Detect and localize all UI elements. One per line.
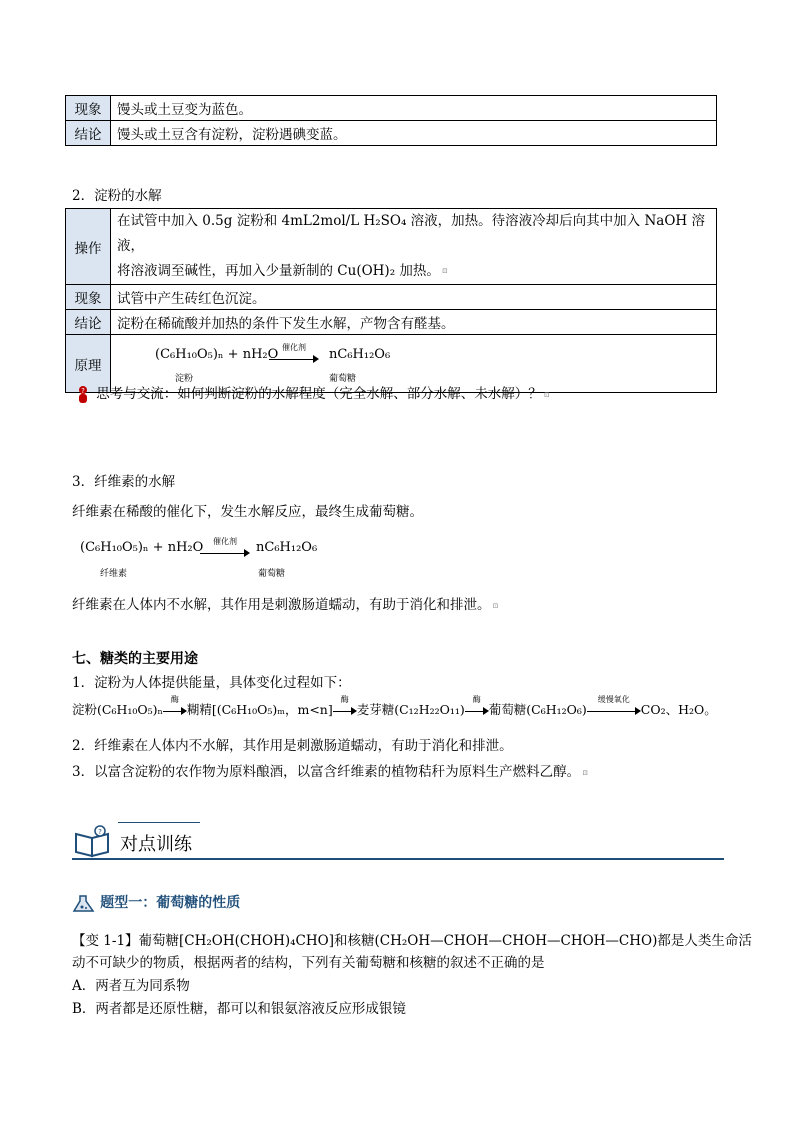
equation-right: nC₆H₁₂O₆ bbox=[256, 540, 318, 555]
reaction-arrow: 催化剂 bbox=[269, 351, 319, 367]
think-discuss: ? 思考与交流：如何判断淀粉的水解程度（完全水解、部分水解、未水解）？ ⊡ bbox=[74, 382, 550, 405]
equation-left: (C₆H₁₀O₅)ₙ + nH₂O bbox=[155, 346, 279, 362]
flask-icon bbox=[72, 894, 96, 914]
option-a: A．两者互为同系物 bbox=[72, 978, 190, 994]
equation-left-name: 纤维素 bbox=[100, 569, 128, 579]
cellulose-equation bbox=[80, 530, 380, 582]
operation-line: 在试管中加入 0.5g 淀粉和 4mL2mol/L H₂SO₄ 溶液，加热。待溶液冷却后向其中加入 NaOH 溶液， bbox=[117, 213, 705, 254]
equation-right-name: 葡萄糖 bbox=[258, 569, 286, 579]
paragraph: 纤维素在人体内不水解，其作用是刺激肠道蠕动，有助于消化和排泄。 ⊡ bbox=[72, 597, 499, 613]
equation-left: (C₆H₁₀O₅)ₙ + nH₂O bbox=[80, 540, 204, 555]
table-row bbox=[66, 96, 717, 121]
equation-right-name: 葡萄糖 bbox=[329, 373, 357, 384]
row-value: 试管中产生砖红色沉淀。 bbox=[111, 285, 717, 310]
option-b: B．两者都是还原性糖，都可以和银氨溶液反应形成银镜 bbox=[72, 1001, 406, 1017]
row-value: 馒头或土豆含有淀粉，淀粉遇碘变蓝。 bbox=[111, 121, 717, 146]
operation-line: 将溶液调至碱性，再加入少量新制的 Cu(OH)₂ 加热。 ⊡ bbox=[117, 263, 448, 279]
conversion-chain: 淀粉(C₆H₁₀O₅)ₙ 酶 糊精[(C₆H₁₀O₅)ₘ，m<n] 酶 麦芽糖(C₁₂H₂₂O₁₁) 酶 葡萄糖(C₆H₁₂O₆) 缓慢氧化 CO₂、H₂O。 bbox=[72, 694, 717, 717]
list-item: 1．淀粉为人体提供能量，具体变化过程如下： bbox=[72, 675, 351, 691]
question-text: 【变 1-1】葡萄糖[CH₂OH(CHOH)₄CHO]和核糖(CH₂OH—CHOH—CHOH—CHOH—CHO)都是人类生命活 bbox=[72, 933, 752, 949]
row-value: 淀粉在稀硫酸并加热的条件下发生水解，产物含有醛基。 bbox=[111, 310, 717, 335]
row-value bbox=[111, 209, 717, 285]
row-key: 结论 bbox=[66, 310, 111, 335]
book-icon bbox=[72, 824, 114, 860]
row-key: 现象 bbox=[66, 285, 111, 310]
table-row bbox=[66, 121, 717, 146]
paragraph: 纤维素在稀酸的催化下，发生水解反应，最终生成葡萄糖。 bbox=[72, 504, 423, 520]
section-title: 3．纤维素的水解 bbox=[72, 474, 176, 490]
reaction-arrow: 催化剂 bbox=[200, 544, 250, 560]
row-key: 现象 bbox=[66, 96, 111, 121]
training-banner bbox=[72, 822, 724, 862]
table-observation bbox=[65, 95, 717, 146]
svg-text:?: ? bbox=[81, 386, 85, 395]
row-key: 结论 bbox=[66, 121, 111, 146]
section-heading: 七、糖类的主要用途 bbox=[72, 651, 198, 667]
equation-right: nC₆H₁₂O₆ bbox=[329, 346, 391, 362]
table-hydrolysis bbox=[65, 208, 717, 393]
row-value: 馒头或土豆变为蓝色。 bbox=[111, 96, 717, 121]
question-type-title: 题型一：葡萄糖的性质 bbox=[72, 892, 240, 914]
training-title: 对点训练 bbox=[120, 834, 192, 855]
equation-left-name: 淀粉 bbox=[175, 373, 194, 384]
list-item: 3．以富含淀粉的农作物为原料酿酒，以富含纤维素的植物秸秆为原料生产燃料乙醇。 ⊡ bbox=[72, 764, 588, 780]
question-person-icon bbox=[74, 385, 92, 405]
row-key: 操作 bbox=[66, 209, 111, 285]
table-row bbox=[66, 209, 717, 285]
row-key: 原理 bbox=[66, 335, 111, 393]
table-row bbox=[66, 285, 717, 310]
question-text: 动不可缺少的物质，根据两者的结构，下列有关葡萄糖和核糖的叙述不正确的是 bbox=[72, 955, 545, 971]
list-item: 2．纤维素在人体内不水解，其作用是刺激肠道蠕动，有助于消化和排泄。 bbox=[72, 738, 513, 754]
section-title: 2．淀粉的水解 bbox=[72, 188, 162, 204]
svg-text:?: ? bbox=[98, 828, 102, 836]
table-row bbox=[66, 310, 717, 335]
